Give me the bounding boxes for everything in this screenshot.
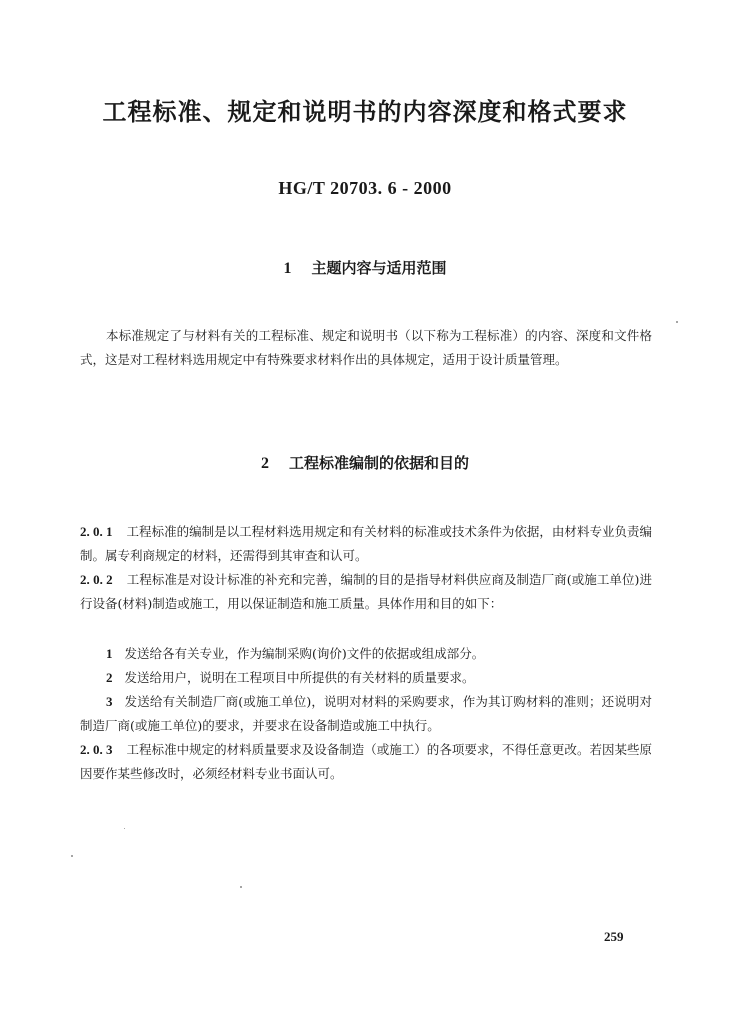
scan-speck: [240, 886, 242, 888]
scan-speck: [676, 321, 678, 323]
clause-number: 2. 0. 3: [80, 742, 113, 757]
scan-speck: [71, 855, 73, 857]
list-item-number: 3: [106, 694, 113, 709]
list-item: [80, 690, 652, 738]
clause-2-0-3: [80, 738, 652, 786]
section-1-title: 主题内容与适用范围: [311, 259, 447, 277]
list-item-text: 发送给用户，说明在工程项目中所提供的有关材料的质量要求。: [124, 670, 475, 685]
list-item-number: 2: [106, 670, 113, 685]
standard-code: HG/T 20703. 6 - 2000: [278, 178, 452, 198]
scan-speck: [124, 828, 125, 829]
section-2-number: 2: [260, 455, 269, 472]
clause-2-0-2: [80, 568, 652, 616]
page-title: 工程标准、规定和说明书的内容深度和格式要求: [102, 98, 628, 126]
section-2-heading: [0, 452, 730, 473]
section-2-title: 工程标准编制的依据和目的: [288, 454, 469, 472]
clause-number: 2. 0. 1: [80, 524, 113, 539]
clause-text: 工程标准的编制是以工程材料选用规定和有关材料的标准或技术条件为依据，由材料专业负责编制。属专利商规定的材料，还需得到其审查和认可。: [80, 524, 652, 563]
section-1-heading: [0, 257, 730, 278]
page-number: 259: [604, 929, 624, 944]
list-item: [80, 642, 652, 666]
list-item-number: 1: [106, 646, 113, 661]
clause-text: 工程标准中规定的材料质量要求及设备制造（或施工）的各项要求，不得任意更改。若因某些原因要作某些修改时，必须经材料专业书面认可。: [80, 742, 652, 781]
list-item-text: 发送给有关制造厂商(或施工单位)，说明对材料的采购要求，作为其订购材料的准则；还说明对制造厂商(或施工单位)的要求，并要求在设备制造或施工中执行。: [80, 694, 652, 733]
list-item-text: 发送给各有关专业，作为编制采购(询价)文件的依据或组成部分。: [124, 646, 485, 661]
clause-text: 工程标准是对设计标准的补充和完善，编制的目的是指导材料供应商及制造厂商(或施工单位)进行设备(材料)制造或施工，用以保证制造和施工质量。具体作用和目的如下：: [80, 572, 653, 611]
section-1-number: 1: [283, 260, 292, 277]
clause-2-0-1: [80, 520, 652, 568]
list-item: [80, 666, 652, 690]
section-1-paragraph: 本标准规定了与材料有关的工程标准、规定和说明书（以下称为工程标准）的内容、深度和文件格式，这是对工程材料选用规定中有特殊要求材料作出的具体规定，适用于设计质量管理。: [80, 328, 652, 367]
clause-number: 2. 0. 2: [80, 572, 113, 587]
